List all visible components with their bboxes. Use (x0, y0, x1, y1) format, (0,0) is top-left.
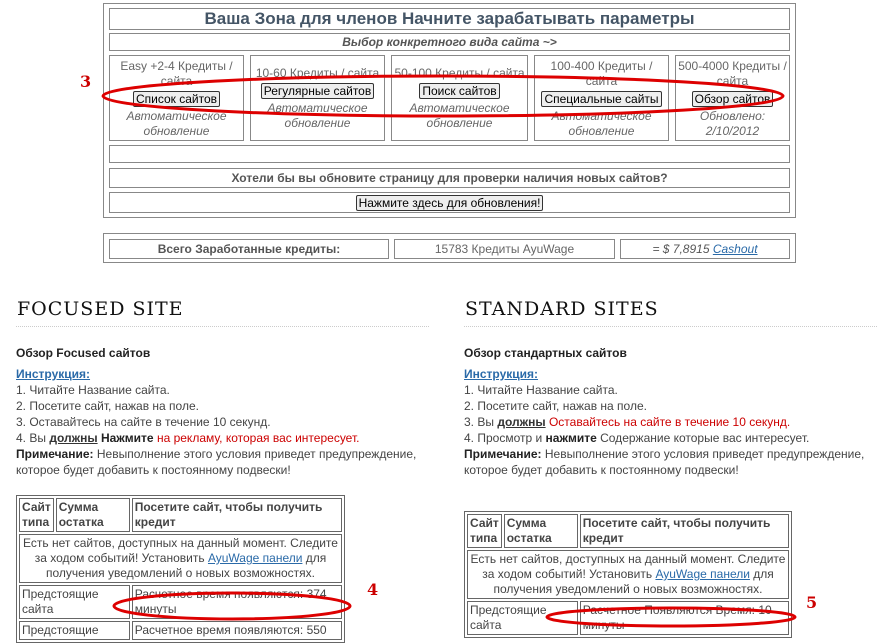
annotation-number-4: 4 (367, 580, 379, 599)
annotation-ellipse-5 (543, 600, 803, 629)
zone-subtitle: Выбор конкретного вида сайта ~> (109, 33, 790, 51)
column-update: Автоматическое обновление (409, 101, 510, 130)
cashout-link[interactable]: Cashout (712, 242, 758, 256)
focused-instructions (16, 366, 436, 478)
review-sites-button[interactable]: Обзор сайтов (692, 91, 774, 107)
standard-divider (464, 326, 877, 327)
annotation-ellipse-3 (98, 68, 788, 120)
focused-heading: FOCUSED SITE (17, 298, 184, 320)
toolbar-link[interactable]: AyuWage панели (655, 567, 750, 581)
standard-overview-title: Обзор стандартных сайтов (464, 346, 627, 360)
column-label: 100-400 Кредиты / сайта (550, 59, 653, 88)
empty-row (109, 145, 790, 163)
column-update: Обновлено: 2/10/2012 (699, 109, 766, 138)
step-4: 4. Просмотр и нажмите Содержание которые вас интересует. (464, 431, 810, 445)
search-sites-button[interactable]: Поиск сайтов (419, 83, 499, 99)
step-3: 3. Вы должны Оставайтесь на сайте в течение 10 секунд. (464, 415, 791, 429)
step-4: 4. Вы должны Нажмите на рекламу, которая вас интересует. (16, 431, 360, 445)
col-balance: Сумма остатка (504, 514, 578, 548)
credits-amount: 15783 Кредиты AyuWage (394, 239, 615, 259)
column-update: Автоматическое обновление (126, 109, 227, 138)
step-2: 2. Посетите сайт, нажав на поле. (16, 399, 199, 413)
credits-panel (103, 233, 796, 263)
table-row: Есть нет сайтов, доступных на данный момент. Следите за ходом событий! Установить AyuWage панели для получения уведомлений о новых возможностях. (19, 534, 342, 583)
standard-instructions (464, 366, 877, 478)
column-update: Автоматическое обновление (551, 109, 652, 138)
col-site-type: Сайт типа (467, 514, 502, 548)
table-row: Есть нет сайтов, доступных на данный момент. Следите за ходом событий! Установить AyuWage панели для получения уведомлений о новых возможностях. (467, 550, 789, 599)
money-value: = $ 7,8915 (652, 242, 710, 256)
table-row: Предстоящие сайта Расчетное Появляются Время: 10 минуты (467, 601, 789, 635)
table-row: Предстоящие Расчетное время появляются: 550 (19, 621, 342, 640)
focused-overview-title: Обзор Focused сайтов (16, 346, 151, 360)
site-list-button[interactable]: Список сайтов (133, 91, 220, 107)
special-sites-button[interactable]: Специальные сайты (541, 91, 661, 107)
regular-sites-button[interactable]: Регулярные сайтов (261, 83, 374, 99)
step-1: 1. Читайте Название сайта. (16, 383, 170, 397)
annotation-number-3: 3 (80, 72, 92, 91)
column-label: Easy +2-4 Кредиты / сайта (120, 59, 233, 88)
table-header-row (19, 498, 342, 532)
refresh-question: Хотели бы вы обновите страницу для проверки наличия новых сайтов? (109, 168, 790, 188)
col-visit: Посетите сайт, чтобы получить кредит (132, 498, 342, 532)
focused-divider (16, 326, 429, 327)
column-label: 50-100 Кредиты / сайта (394, 66, 525, 80)
table-header-row (467, 514, 789, 548)
zone-title: Ваша Зона для членов Начните зарабатывать параметры (109, 8, 790, 30)
annotation-ellipse-4 (110, 588, 355, 624)
toolbar-link[interactable]: AyuWage панели (207, 551, 303, 565)
column-label: 500-4000 Кредиты / сайта (678, 59, 787, 88)
col-balance: Сумма остатка (56, 498, 130, 532)
step-3: 3. Оставайтесь на сайте в течение 10 секунд. (16, 415, 271, 429)
instructions-title: Инструкция: (464, 367, 539, 381)
table-row: Предстоящие сайта Расчетное время появляются: 374 минуты (19, 585, 342, 619)
refresh-row (109, 192, 790, 213)
column-label: 10-60 Кредиты / сайта (255, 66, 380, 80)
credits-label: Всего Заработанные кредиты: (109, 239, 389, 259)
credits-money (620, 239, 790, 259)
step-2: 2. Посетите сайт, нажав на поле. (464, 399, 647, 413)
step-1: 1. Читайте Название сайта. (464, 383, 618, 397)
annotation-number-5: 5 (806, 593, 818, 612)
col-visit: Посетите сайт, чтобы получить кредит (580, 514, 789, 548)
refresh-button[interactable]: Нажмите здесь для обновления! (356, 195, 544, 211)
standard-heading: STANDARD SITES (465, 298, 659, 320)
col-site-type: Сайт типа (19, 498, 54, 532)
note: Примечание: Невыполнение этого условия приведет предупреждение, которое будет добавить к постоянному подвески! (464, 447, 865, 477)
column-update: Автоматическое обновление (267, 101, 368, 130)
note: Примечание: Невыполнение этого условия приведет предупреждение, которое будет добавить к постоянному подвески! (16, 447, 417, 477)
instructions-title: Инструкция: (16, 367, 91, 381)
